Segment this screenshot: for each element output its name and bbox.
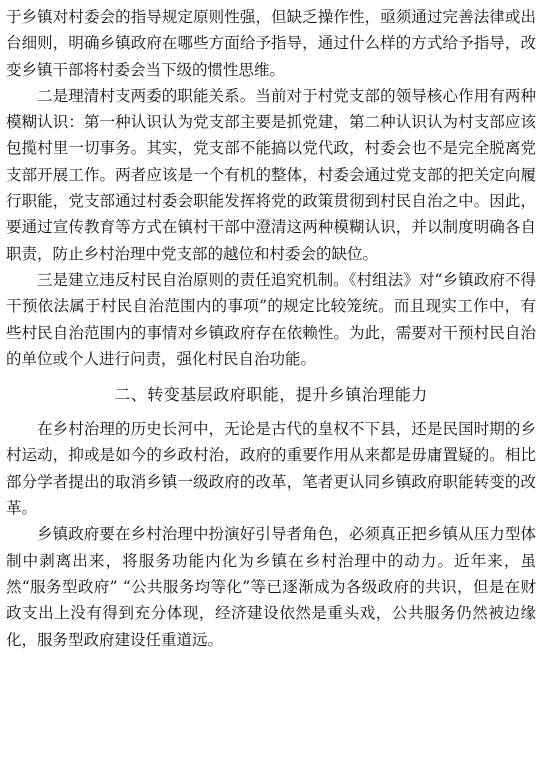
paragraph-point-three: 三是建立违反村民自治原则的责任追究机制。《村组法》对“乡镇政府不得干预依法属于村民自治范围内的事项”的规定比较笼统。而且现实工作中，有些村民自治范围内的事情对乡镇政府存在依赖性。为此，需要对干预村民自治的单位或个人进行问责，强化村民自治功能。	[6, 270, 536, 368]
paragraph-continuation: 于乡镇对村委会的指导规定原则性强，但缺乏操作性，亟须通过完善法律或出台细则，明确乡镇政府在哪些方面给予指导，通过什么样的方式给予指导，改变乡镇干部将村委会当下级的惯性思维。	[6, 8, 536, 79]
section-heading: 二、转变基层政府职能，提升乡镇治理能力	[114, 385, 428, 405]
paragraph-history: 在乡村治理的历史长河中，无论是古代的皇权不下县，还是民国时期的乡村运动，抑或是如今的乡政村治，政府的重要作用从来都是毋庸置疑的。相比部分学者提出的取消乡镇一级政府的改革，笔者更认同乡镇政府职能转变的改革。	[6, 420, 536, 518]
paragraph-guide-role: 乡镇政府要在乡村治理中扮演好引导者角色，必须真正把乡镇从压力型体制中剥离出来，将服务功能内化为乡镇在乡村治理中的动力。近年来，虽然“服务型政府” “公共服务均等化”等已逐渐成为各级政府的共识，但是在财政支出上没有得到充分体现，经济建设依然是重头戏，公共服务仍然被边缘化，服务型政府建设任重道远。	[6, 525, 536, 649]
paragraph-point-two: 二是理清村支两委的职能关系。当前对于村党支部的领导核心作用有两种模糊认识：第一种认识认为党支部主要是抓党建，第二种认识认为村支部应该包揽村里一切事务。其实，党支部不能搞以党代政，村委会也不是完全脱离党支部开展工作。两者应该是一个有机的整体，村委会通过党支部的把关定向履行职能，党支部通过村委会职能发挥将党的政策贯彻到村民自治之中。因此，要通过宣传教育等方式在镇村干部中澄清这两种模糊认识，并以制度明确各自职责，防止乡村治理中党支部的越位和村委会的缺位。	[6, 86, 536, 263]
